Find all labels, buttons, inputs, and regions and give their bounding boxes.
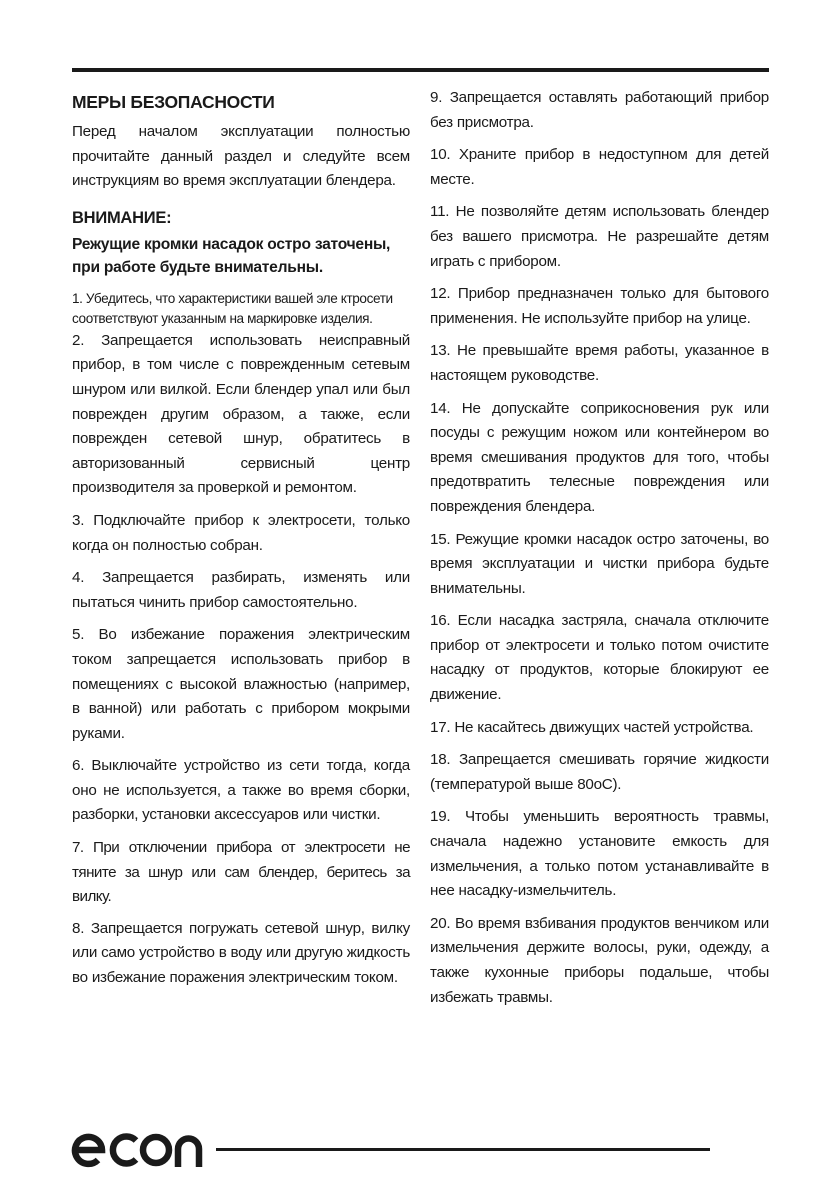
safety-item-14: 14. Не допускайте соприкосновения рук или посуды с режущим ножом или контейнером во время смешивания продуктов для того, чтобы предотвратить телесные повреждения или повреждения блендера. <box>430 399 769 515</box>
safety-item-10: 10. Храните прибор в недоступном для детей месте. <box>430 146 769 188</box>
left-column <box>72 86 410 999</box>
safety-item-17: 17. Не касайтесь движущих частей устройства. <box>430 718 754 736</box>
safety-item-3: 3. Подключайте прибор к электросети, только когда он полностью собран. <box>72 511 410 554</box>
top-rule <box>72 68 769 72</box>
econ-logo <box>68 1127 210 1171</box>
safety-item-9: 9. Запрещается оставлять работающий прибор без присмотра. <box>430 89 769 131</box>
safety-item-4: 4. Запрещается разбирать, изменять или пытаться чинить прибор самостоятельно. <box>72 569 410 611</box>
safety-item-8: 8. Запрещается погружать сетевой шнур, вилку или само устройство в воду или другую жидкость во избежание поражения электрическим током. <box>72 919 410 987</box>
safety-item-1: 1. Убедитесь, что характеристики вашей эле ктросети соответствуют указанным на маркировке изделия. <box>72 290 393 326</box>
safety-item-20: 20. Во время взбивания продуктов венчиком или измельчения держите волосы, руки, одежду, а также кухонные приборы подальше, чтобы избежать травмы. <box>430 914 769 1006</box>
safety-item-18: 18. Запрещается смешивать горячие жидкости (температурой выше 80оС). <box>430 751 769 793</box>
safety-item-15: 15. Режущие кромки насадок остро заточены, во время эксплуатации и чистки прибора будьте внимательны. <box>430 530 769 597</box>
safety-item-19: 19. Чтобы уменьшить вероятность травмы, сначала надежно установите емкость для измельчения, а только потом устанавливайте в нее насадку-измельчитель. <box>430 808 769 900</box>
intro-paragraph: Перед началом эксплуатации полностью прочитайте данный раздел и следуйте всем инструкциям во время эксплуатации блендера. <box>72 123 410 190</box>
safety-item-16: 16. Если насадка застряла, сначала отключите прибор от электросети и только потом очистите насадку от продуктов, которые блокируют ее движение. <box>430 612 769 704</box>
safety-item-12: 12. Прибор предназначен только для бытового применения. Не используйте прибор на улице. <box>430 285 769 327</box>
safety-item-2: 2. Запрещается использовать неисправный прибор, в том числе с поврежденным сетевым шнуром или вилкой. Если блендер упал или был поврежден другим образом, а также, если поврежден сетевой шнур, обратитесь в авторизованный сервисный центр производителя за проверкой и ремонтом. <box>72 331 410 497</box>
safety-item-6: 6. Выключайте устройство из сети тогда, когда оно не используется, а также во время сборки, разборки, установки аксессуаров или чистки. <box>72 757 410 824</box>
warning-text: Режущие кромки насадок остро заточены, при работе будьте внимательны. <box>72 235 391 276</box>
right-column <box>430 86 769 1018</box>
footer-rule <box>216 1148 710 1151</box>
safety-item-13: 13. Не превышайте время работы, указанное в настоящем руководстве. <box>430 342 769 384</box>
page-title: МЕРЫ БЕЗОПАСНОСТИ <box>72 92 275 112</box>
safety-item-11: 11. Не позволяйте детям использовать блендер без вашего присмотра. Не разрешайте детям играть с прибором. <box>430 203 769 270</box>
warning-title: ВНИМАНИЕ: <box>72 208 172 227</box>
safety-item-5: 5. Во избежание поражения электрическим током запрещается использовать прибор в помещениях с высокой влажностью (например, в ванной) или работать с прибором мокрыми руками. <box>72 626 410 742</box>
safety-item-7: 7. При отключении прибора от электросети не тяните за шнур или сам блендер, беритесь за вилку. <box>72 839 410 906</box>
